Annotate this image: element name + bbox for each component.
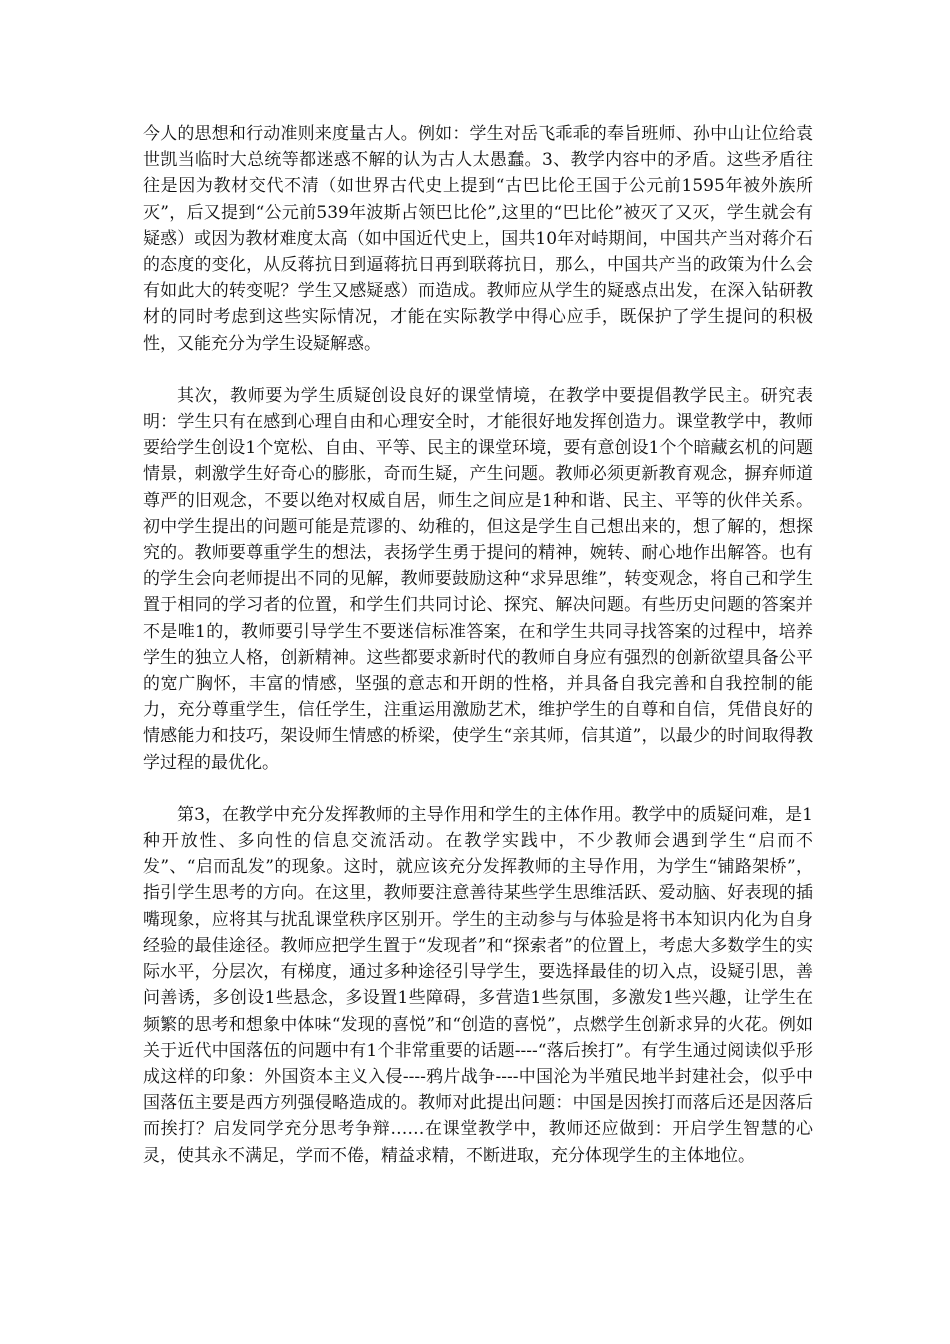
document-body [143, 121, 813, 1169]
paragraph-1: 今人的思想和行动准则来度量古人。例如：学生对岳飞乖乖的奉旨班师、孙中山让位给袁世凯当临时大总统等都迷惑不解的认为古人太愚蠢。3、教学内容中的矛盾。这些矛盾往往是因为教材交代不清（如世界古代史上提到“古巴比伦王国于公元前1595年被外族所灭”，后又提到“公元前539年波斯占领巴比伦”,这里的“巴比伦”被灭了又灭，学生就会有疑惑）或因为教材难度太高（如中国近代史上，国共10年对峙期间，中国共产当对蒋介石的态度的变化，从反蒋抗日到逼蒋抗日再到联蒋抗日，那么，中国共产当的政策为什么会有如此大的转变呢？学生又感疑惑）而造成。教师应从学生的疑惑点出发，在深入钻研教材的同时考虑到这些实际情况，才能在实际教学中得心应手，既保护了学生提问的积极性，又能充分为学生设疑解惑。 [143, 124, 813, 354]
paragraph-2: 其次，教师要为学生质疑创设良好的课堂情境，在教学中要提倡教学民主。研究表明：学生只有在感到心理自由和心理安全时，才能很好地发挥创造力。课堂教学中，教师要给学生创设1个宽松、自由、平等、民主的课堂环境，要有意创设1个个暗藏玄机的问题情景，刺激学生好奇心的膨胀，奇而生疑，产生问题。教师必须更新教育观念，摒弃师道尊严的旧观念，不要以绝对权威自居，师生之间应是1种和谐、民主、平等的伙伴关系。初中学生提出的问题可能是荒谬的、幼稚的，但这是学生自己想出来的，想了解的，想探究的。教师要尊重学生的想法，表扬学生勇于提问的精神，婉转、耐心地作出解答。也有的学生会向老师提出不同的见解，教师要鼓励这种“求异思维”，转变观念，将自己和学生置于相同的学习者的位置，和学生们共同讨论、探究、解决问题。有些历史问题的答案并不是唯1的，教师要引导学生不要迷信标准答案，在和学生共同寻找答案的过程中，培养学生的独立人格，创新精神。这些都要求新时代的教师自身应有强烈的创新欲望具备公平的宽广胸怀，丰富的情感，坚强的意志和开朗的性格，并具备自我完善和自我控制的能力，充分尊重学生，信任学生，注重运用激励艺术，维护学生的自尊和自信，凭借良好的情感能力和技巧，架设师生情感的桥梁，使学生“亲其师，信其道”，以最少的时间取得教学过程的最优化。 [143, 385, 813, 773]
paragraph-gap [143, 357, 813, 383]
paragraph-3: 第3，在教学中充分发挥教师的主导作用和学生的主体作用。教学中的质疑问难，是1种开放性、多向性的信息交流活动。在教学实践中，不少教师会遇到学生“启而不发”、“启而乱发”的现象。这时，就应该充分发挥教师的主导作用，为学生“铺路架桥”，指引学生思考的方向。在这里，教师要注意善待某些学生思维活跃、爱动脑、好表现的插嘴现象，应将其与扰乱课堂秩序区别开。学生的主动参与与体验是将书本知识内化为自身经验的最佳途径。教师应把学生置于“发现者”和“探索者”的位置上，考虑大多数学生的实际水平，分层次，有梯度，通过多种途径引导学生，要选择最佳的切入点，设疑引思，善问善诱，多创设1些悬念，多设置1些障碍，多营造1些氛围，多激发1些兴趣，让学生在频繁的思考和想象中体味“发现的喜悦”和“创造的喜悦”，点燃学生创新求异的火花。例如关于近代中国落伍的问题中有1个非常重要的话题----“落后挨打”。有学生通过阅读似乎形成这样的印象：外国资本主义入侵----鸦片战争----中国沦为半殖民地半封建社会，似乎中国落伍主要是西方列强侵略造成的。教师对此提出问题：中国是因挨打而落后还是因落后而挨打？启发同学充分思考争辩……在课堂教学中，教师还应做到：开启学生智慧的心灵，使其永不满足，学而不倦，精益求精，不断进取，充分体现学生的主体地位。 [143, 804, 813, 1166]
paragraph-gap [143, 776, 813, 802]
